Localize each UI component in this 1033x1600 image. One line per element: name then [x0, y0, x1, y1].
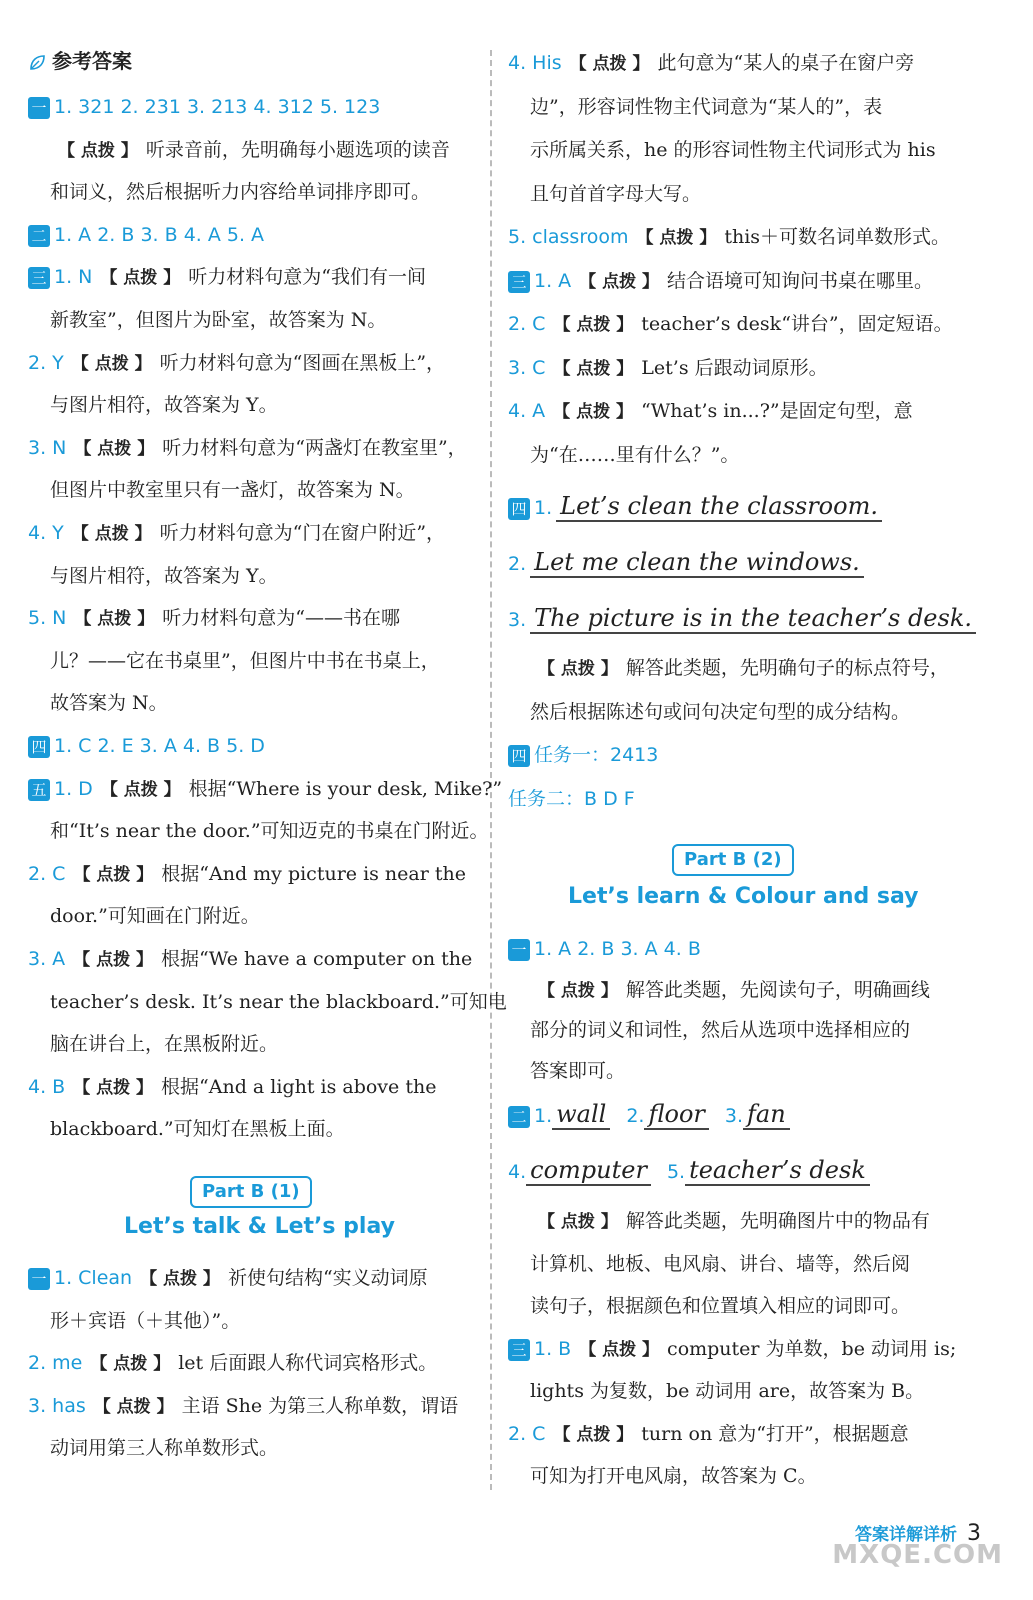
question-number: 3. N — [28, 436, 67, 459]
answer-text: 听力材料句意为“门在窗户附近”， — [159, 522, 446, 544]
answer-line — [50, 818, 489, 844]
section-number-badge: 一 — [508, 939, 530, 961]
answer-text: 新教室”，但图片为卧室，故答案为 N。 — [50, 309, 387, 331]
part-b2-subtitle: Let’s learn & Colour and say — [568, 884, 919, 909]
answer-line — [530, 699, 910, 725]
answer-line — [530, 442, 739, 468]
hint-label: 【 点拨 】 — [71, 353, 152, 374]
answer-text: door.”可知画在门附近。 — [50, 905, 260, 928]
answer-line — [508, 398, 913, 425]
answer-text: blackboard.”可知灯在黑板上面。 — [50, 1118, 345, 1141]
answer-line — [530, 94, 882, 120]
answer-line — [508, 1336, 956, 1363]
answer-text: 故答案为 N。 — [50, 692, 168, 715]
section-number-badge: 五 — [28, 779, 50, 801]
answer-text: let 后面跟人称代词宾格形式。 — [178, 1352, 438, 1375]
hint-label: 【 点拨 】 — [553, 402, 634, 422]
leaf-icon — [28, 54, 46, 72]
answer-text: 解答此类题，先阅读句子，明确画线 — [625, 978, 930, 1001]
answer-text: 主语 She 为第三人称单数，谓语 — [181, 1394, 459, 1417]
answer-line — [530, 1463, 817, 1489]
answer-line — [50, 137, 450, 164]
word-answer-row — [508, 1156, 870, 1186]
answer-text: 儿？——它在书桌里”，但图片中书在书桌上， — [50, 649, 440, 672]
answer-text: computer 为单数，be 动词用 is; — [667, 1337, 957, 1360]
question-number: 1. N — [54, 266, 93, 289]
answer-text: 听力材料句意为“——书在哪 — [162, 607, 400, 630]
question-number: 2. me — [28, 1352, 83, 1375]
section-number-badge: 三 — [508, 1339, 530, 1361]
answer-line — [508, 224, 950, 251]
word-answer-row — [508, 1100, 790, 1130]
answer-text: 答案即可。 — [530, 1059, 626, 1082]
answer-line — [530, 1251, 910, 1277]
hint-label: 【 点拨 】 — [58, 140, 138, 161]
hint-label: 【 点拨 】 — [71, 524, 152, 544]
answer-text: 听力材料句意为“我们有一间 — [188, 266, 426, 289]
hint-label: 【 点拨 】 — [74, 609, 155, 630]
answer-line — [50, 690, 168, 716]
page-header — [28, 48, 132, 75]
answer-line — [508, 50, 914, 77]
answer-line — [50, 563, 278, 589]
answer-line — [508, 268, 933, 295]
hint-label: 【 点拨 】 — [579, 271, 660, 292]
question-number: 2. — [508, 553, 527, 575]
question-number: 1. B — [534, 1337, 572, 1360]
answer-text: 脑在讲台上，在黑板附近。 — [50, 1033, 279, 1056]
question-number: 4. A — [508, 400, 546, 422]
answer-text: 结合语境可知询问书桌在哪里。 — [667, 269, 934, 292]
section-number-badge: 一 — [28, 1268, 50, 1290]
question-number: 5. classroom — [508, 226, 629, 248]
answer-text: 根据“And my picture is near the — [161, 862, 466, 885]
answer-line — [28, 946, 472, 973]
hint-label: 【 点拨 】 — [538, 659, 618, 679]
answer-line — [28, 520, 445, 547]
question-number: 1. D — [54, 777, 93, 800]
handwritten-word: fan — [743, 1100, 790, 1130]
answer-text: 听力材料句意为“两盏灯在教室里”， — [162, 436, 467, 459]
question-number: 4. Y — [28, 522, 64, 544]
handwriting-line — [508, 604, 976, 634]
handwritten-word: computer — [526, 1156, 651, 1186]
question-number: 1. Clean — [54, 1267, 133, 1289]
question-number: 2. C — [508, 1422, 546, 1445]
answer-line — [28, 350, 445, 377]
answer-text: 和“It’s near the door.”可知迈克的书桌在门附近。 — [50, 820, 489, 843]
page-title: 参考答案 — [52, 49, 132, 73]
answer-text: Let’s 后跟动词原形。 — [641, 356, 828, 379]
section-number-badge: 二 — [508, 1106, 530, 1128]
answer-line — [28, 94, 380, 120]
part-b2-label: Part B (2) — [672, 844, 794, 876]
answer-line — [28, 605, 400, 632]
answer-line — [530, 1058, 625, 1084]
question-number: 2. C — [28, 862, 66, 885]
answer-line — [508, 311, 953, 338]
hint-label: 【 点拨 】 — [569, 54, 650, 74]
answer-line — [50, 392, 278, 418]
answer-text: 然后根据陈述句或问句决定句型的成分结构。 — [530, 700, 911, 723]
answer-line — [28, 733, 265, 759]
answer-line — [28, 776, 502, 803]
answer-line — [50, 1116, 345, 1142]
answer-line — [530, 1293, 910, 1319]
answer-text: 可知为打开电风扇，故答案为 C。 — [530, 1465, 817, 1487]
answer-line — [28, 435, 467, 462]
question-number: 2. C — [508, 313, 546, 335]
answer-line — [508, 742, 658, 768]
part-b1-subtitle: Let’s talk & Let’s play — [124, 1214, 395, 1239]
answer-line — [530, 1017, 910, 1043]
handwritten-answer: Let’s clean the classroom. — [556, 492, 882, 522]
page-number: 3 — [967, 1521, 981, 1546]
answer-line — [28, 1350, 437, 1377]
answer-text: 1. A 2. B 3. B 4. A 5. A — [54, 223, 265, 246]
question-number: 3. A — [28, 948, 66, 970]
answer-text: 但图片中教室里只有一盏灯，故答案为 N。 — [50, 479, 415, 502]
answer-line — [50, 989, 507, 1015]
answer-line — [530, 655, 949, 682]
part-b1-label: Part B (1) — [190, 1176, 312, 1208]
section-number-badge: 三 — [28, 267, 50, 289]
question-number: 4. His — [508, 52, 562, 74]
answer-line — [508, 936, 701, 962]
answer-text: 动词用第三人称单数形式。 — [50, 1437, 279, 1460]
answer-text: 听录音前，先明确每小题选项的读音 — [145, 138, 450, 161]
question-number: 1. — [534, 497, 553, 519]
answer-text: 边”，形容词性物主代词意为“某人的”，表 — [530, 95, 883, 118]
handwritten-word: teacher’s desk — [685, 1156, 870, 1186]
question-number: 3. C — [508, 356, 546, 379]
answer-line — [530, 977, 930, 1004]
answer-text: 计算机、地板、电风扇、讲台、墙等，然后阅 — [530, 1252, 911, 1275]
question-number: 4. — [508, 1161, 527, 1183]
answer-text: teacher’s desk. It’s near the blackboard.”可知电 — [50, 990, 507, 1013]
hint-label: 【 点拨 】 — [538, 1212, 618, 1232]
answer-text: 祈使句结构“实义动词原 — [227, 1267, 428, 1289]
hint-label: 【 点拨 】 — [90, 1354, 171, 1375]
answer-line — [50, 1435, 278, 1461]
hint-label: 【 点拨 】 — [73, 864, 154, 885]
answer-text: 听力材料句意为“图画在黑板上”， — [159, 351, 446, 374]
hint-label: 【 点拨 】 — [140, 1269, 220, 1289]
hint-label: 【 点拨 】 — [636, 228, 717, 248]
question-number: 2. Y — [28, 351, 64, 374]
answer-text: 与图片相符，故答案为 Y。 — [50, 564, 278, 587]
hint-label: 【 点拨 】 — [553, 1424, 634, 1445]
section-number-badge: 四 — [508, 745, 530, 767]
answer-line — [50, 179, 430, 205]
answer-text: 与图片相符，故答案为 Y。 — [50, 394, 278, 417]
answer-text: 形＋宾语（＋其他）”。 — [50, 1309, 241, 1332]
question-number: 2. — [626, 1105, 645, 1127]
answer-line — [50, 477, 415, 503]
handwritten-word: wall — [552, 1100, 610, 1130]
hint-label: 【 点拨 】 — [93, 1396, 174, 1417]
section-number-badge: 四 — [28, 736, 50, 758]
question-number: 1. — [534, 1105, 553, 1127]
answer-line — [530, 1208, 930, 1235]
answer-text: 和词义，然后根据听力内容给单词排序即可。 — [50, 181, 431, 204]
question-number: 1. A — [534, 269, 572, 292]
hint-label: 【 点拨 】 — [74, 438, 155, 459]
handwritten-word: floor — [644, 1100, 708, 1130]
section-number-badge: 三 — [508, 271, 530, 293]
footer-label: 答案详解详析 — [855, 1525, 957, 1545]
column-divider — [490, 50, 492, 1490]
question-number: 3. has — [28, 1394, 86, 1417]
handwritten-answer: Let me clean the windows. — [530, 548, 864, 578]
answer-line — [530, 181, 701, 207]
answer-text: “What’s in...?”是固定句型，意 — [641, 400, 913, 422]
answer-text: 为“在……里有什么？”。 — [530, 443, 740, 466]
answer-line — [508, 1421, 909, 1448]
handwriting-line — [508, 548, 864, 578]
answer-text: 1. A 2. B 3. A 4. B — [534, 938, 701, 960]
answer-line — [28, 1074, 436, 1101]
answer-line — [50, 307, 386, 333]
answer-text: 1. C 2. E 3. A 4. B 5. D — [54, 735, 265, 757]
question-number: 4. B — [28, 1075, 66, 1098]
hint-label: 【 点拨 】 — [73, 1077, 154, 1098]
section-number-badge: 一 — [28, 97, 50, 119]
answer-line — [508, 786, 635, 812]
section-number-badge: 二 — [28, 225, 50, 247]
answer-text: 部分的词义和词性，然后从选项中选择相应的 — [530, 1019, 911, 1041]
answer-text: 且句首首字母大写。 — [530, 182, 702, 205]
answer-text: turn on 意为“打开”，根据题意 — [641, 1422, 909, 1445]
answer-text: 读句子，根据颜色和位置填入相应的词即可。 — [530, 1295, 911, 1317]
answer-line — [50, 1031, 278, 1057]
answer-text: 任务一：2413 — [534, 744, 659, 766]
question-number: 3. — [508, 609, 527, 631]
question-number: 5. — [666, 1161, 686, 1183]
hint-label: 【 点拨 】 — [553, 315, 634, 335]
answer-line — [28, 1265, 428, 1292]
hint-label: 【 点拨 】 — [553, 358, 634, 379]
answer-text: 根据“And a light is above the — [161, 1075, 437, 1098]
answer-line — [28, 861, 466, 888]
answer-text: 任务二：B D F — [508, 787, 635, 810]
handwritten-answer: The picture is in the teacher’s desk. — [530, 604, 976, 634]
hint-label: 【 点拨 】 — [538, 980, 618, 1001]
answer-text: 此句意为“某人的桌子在窗户旁 — [657, 52, 915, 74]
answer-text: 1. 321 2. 231 3. 213 4. 312 5. 123 — [54, 96, 381, 118]
answer-line — [50, 648, 440, 674]
answer-line — [50, 903, 260, 929]
answer-line — [28, 222, 264, 248]
handwriting-line — [508, 492, 882, 522]
hint-label: 【 点拨 】 — [73, 950, 154, 970]
answer-line — [508, 355, 828, 382]
answer-text: this＋可数名词单数形式。 — [724, 226, 951, 248]
hint-label: 【 点拨 】 — [100, 268, 181, 289]
answer-text: 根据“Where is your desk, Mike?” — [188, 777, 503, 800]
answer-text: lights 为复数，be 动词用 are，故答案为 B。 — [530, 1380, 925, 1402]
section-number-badge: 四 — [508, 498, 530, 520]
answer-line — [28, 1393, 458, 1420]
answer-line — [28, 264, 426, 291]
answer-text: 解答此类题，先明确句子的标点符号， — [625, 657, 949, 679]
answer-text: 解答此类题，先明确图片中的物品有 — [625, 1210, 930, 1232]
answer-text: teacher’s desk“讲台”，固定短语。 — [641, 313, 953, 335]
answer-text: 示所属关系，he 的形容词性物主代词形式为 his — [530, 139, 936, 161]
answer-line — [50, 1308, 240, 1334]
question-number: 3. — [724, 1105, 744, 1127]
hint-label: 【 点拨 】 — [100, 779, 181, 800]
watermark: MXQE.COM — [832, 1540, 1003, 1570]
answer-line — [530, 1378, 924, 1404]
hint-label: 【 点拨 】 — [579, 1339, 660, 1360]
question-number: 5. N — [28, 607, 67, 630]
answer-line — [530, 137, 936, 163]
answer-text: 根据“We have a computer on the — [161, 948, 473, 970]
